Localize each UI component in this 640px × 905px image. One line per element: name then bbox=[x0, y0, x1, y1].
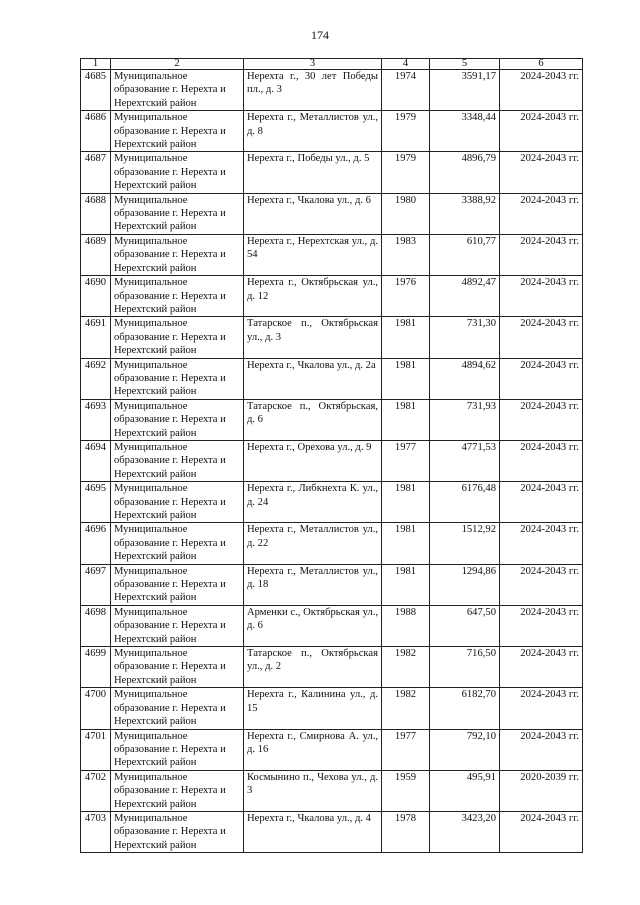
column-header: 1 bbox=[81, 59, 111, 70]
row-number: 4701 bbox=[81, 729, 111, 770]
area-cell: 4894,62 bbox=[430, 358, 500, 399]
owner-cell: Муниципальное образование г. Нерехта и Нерехтский район bbox=[111, 440, 244, 481]
owner-cell: Муниципальное образование г. Нерехта и Нерехтский район bbox=[111, 729, 244, 770]
row-number: 4699 bbox=[81, 647, 111, 688]
period-cell: 2024-2043 гг. bbox=[500, 358, 583, 399]
table-body bbox=[81, 70, 583, 853]
row-number: 4700 bbox=[81, 688, 111, 729]
row-number: 4692 bbox=[81, 358, 111, 399]
year-cell: 1976 bbox=[382, 276, 430, 317]
owner-cell: Муниципальное образование г. Нерехта и Нерехтский район bbox=[111, 811, 244, 852]
row-number: 4685 bbox=[81, 70, 111, 111]
period-cell: 2024-2043 гг. bbox=[500, 647, 583, 688]
column-header: 5 bbox=[430, 59, 500, 70]
address-cell: Татарское п., Октябрьская ул., д. 2 bbox=[244, 647, 382, 688]
row-number: 4703 bbox=[81, 811, 111, 852]
period-cell: 2024-2043 гг. bbox=[500, 234, 583, 275]
owner-cell: Муниципальное образование г. Нерехта и Нерехтский район bbox=[111, 317, 244, 358]
table-row bbox=[81, 564, 583, 605]
table-row bbox=[81, 647, 583, 688]
area-cell: 3388,92 bbox=[430, 193, 500, 234]
year-cell: 1981 bbox=[382, 523, 430, 564]
period-cell: 2024-2043 гг. bbox=[500, 729, 583, 770]
row-number: 4698 bbox=[81, 605, 111, 646]
period-cell: 2024-2043 гг. bbox=[500, 811, 583, 852]
owner-cell: Муниципальное образование г. Нерехта и Нерехтский район bbox=[111, 482, 244, 523]
owner-cell: Муниципальное образование г. Нерехта и Нерехтский район bbox=[111, 152, 244, 193]
table-row bbox=[81, 688, 583, 729]
year-cell: 1980 bbox=[382, 193, 430, 234]
year-cell: 1981 bbox=[382, 358, 430, 399]
year-cell: 1977 bbox=[382, 729, 430, 770]
column-header-row bbox=[81, 59, 583, 70]
period-cell: 2024-2043 гг. bbox=[500, 523, 583, 564]
address-cell: Нерехта г., Металлистов ул., д. 18 bbox=[244, 564, 382, 605]
address-cell: Нерехта г., Калинина ул., д. 15 bbox=[244, 688, 382, 729]
period-cell: 2024-2043 гг. bbox=[500, 564, 583, 605]
year-cell: 1959 bbox=[382, 770, 430, 811]
year-cell: 1981 bbox=[382, 482, 430, 523]
year-cell: 1981 bbox=[382, 564, 430, 605]
column-header: 4 bbox=[382, 59, 430, 70]
table-row bbox=[81, 440, 583, 481]
table-row bbox=[81, 605, 583, 646]
registry-table bbox=[80, 58, 583, 853]
owner-cell: Муниципальное образование г. Нерехта и Нерехтский район bbox=[111, 564, 244, 605]
column-header: 6 bbox=[500, 59, 583, 70]
owner-cell: Муниципальное образование г. Нерехта и Нерехтский район bbox=[111, 688, 244, 729]
area-cell: 731,30 bbox=[430, 317, 500, 358]
row-number: 4690 bbox=[81, 276, 111, 317]
owner-cell: Муниципальное образование г. Нерехта и Нерехтский район bbox=[111, 234, 244, 275]
table-row bbox=[81, 111, 583, 152]
year-cell: 1981 bbox=[382, 399, 430, 440]
address-cell: Нерехта г., Нерехтская ул., д. 54 bbox=[244, 234, 382, 275]
address-cell: Нерехта г., Чкалова ул., д. 2а bbox=[244, 358, 382, 399]
period-cell: 2024-2043 гг. bbox=[500, 152, 583, 193]
area-cell: 1512,92 bbox=[430, 523, 500, 564]
area-cell: 3423,20 bbox=[430, 811, 500, 852]
address-cell: Татарское п., Октябрьская ул., д. 3 bbox=[244, 317, 382, 358]
area-cell: 495,91 bbox=[430, 770, 500, 811]
year-cell: 1988 bbox=[382, 605, 430, 646]
address-cell: Нерехта г., Либкнехта К. ул., д. 24 bbox=[244, 482, 382, 523]
table-row bbox=[81, 770, 583, 811]
table-row bbox=[81, 276, 583, 317]
area-cell: 610,77 bbox=[430, 234, 500, 275]
year-cell: 1981 bbox=[382, 317, 430, 358]
row-number: 4702 bbox=[81, 770, 111, 811]
table-row bbox=[81, 70, 583, 111]
address-cell: Нерехта г., Металлистов ул., д. 8 bbox=[244, 111, 382, 152]
row-number: 4694 bbox=[81, 440, 111, 481]
area-cell: 4771,53 bbox=[430, 440, 500, 481]
area-cell: 6176,48 bbox=[430, 482, 500, 523]
period-cell: 2020-2039 гг. bbox=[500, 770, 583, 811]
owner-cell: Муниципальное образование г. Нерехта и Нерехтский район bbox=[111, 193, 244, 234]
table-row bbox=[81, 729, 583, 770]
year-cell: 1974 bbox=[382, 70, 430, 111]
row-number: 4697 bbox=[81, 564, 111, 605]
row-number: 4695 bbox=[81, 482, 111, 523]
row-number: 4689 bbox=[81, 234, 111, 275]
owner-cell: Муниципальное образование г. Нерехта и Нерехтский район bbox=[111, 358, 244, 399]
table-row bbox=[81, 523, 583, 564]
year-cell: 1982 bbox=[382, 688, 430, 729]
table-row bbox=[81, 482, 583, 523]
area-cell: 647,50 bbox=[430, 605, 500, 646]
address-cell: Нерехта г., Смирнова А. ул., д. 16 bbox=[244, 729, 382, 770]
period-cell: 2024-2043 гг. bbox=[500, 399, 583, 440]
period-cell: 2024-2043 гг. bbox=[500, 317, 583, 358]
owner-cell: Муниципальное образование г. Нерехта и Нерехтский район bbox=[111, 399, 244, 440]
period-cell: 2024-2043 гг. bbox=[500, 482, 583, 523]
year-cell: 1977 bbox=[382, 440, 430, 481]
owner-cell: Муниципальное образование г. Нерехта и Нерехтский район bbox=[111, 770, 244, 811]
table-row bbox=[81, 193, 583, 234]
column-header: 3 bbox=[244, 59, 382, 70]
address-cell: Нерехта г., Октябрьская ул., д. 12 bbox=[244, 276, 382, 317]
period-cell: 2024-2043 гг. bbox=[500, 111, 583, 152]
address-cell: Нерехта г., Победы ул., д. 5 bbox=[244, 152, 382, 193]
table-row bbox=[81, 811, 583, 852]
owner-cell: Муниципальное образование г. Нерехта и Нерехтский район bbox=[111, 70, 244, 111]
area-cell: 4892,47 bbox=[430, 276, 500, 317]
table-row bbox=[81, 234, 583, 275]
period-cell: 2024-2043 гг. bbox=[500, 440, 583, 481]
row-number: 4688 bbox=[81, 193, 111, 234]
year-cell: 1982 bbox=[382, 647, 430, 688]
area-cell: 4896,79 bbox=[430, 152, 500, 193]
year-cell: 1983 bbox=[382, 234, 430, 275]
period-cell: 2024-2043 гг. bbox=[500, 193, 583, 234]
address-cell: Нерехта г., Орехова ул., д. 9 bbox=[244, 440, 382, 481]
address-cell: Нерехта г., Чкалова ул., д. 4 bbox=[244, 811, 382, 852]
year-cell: 1979 bbox=[382, 152, 430, 193]
period-cell: 2024-2043 гг. bbox=[500, 688, 583, 729]
area-cell: 3348,44 bbox=[430, 111, 500, 152]
period-cell: 2024-2043 гг. bbox=[500, 70, 583, 111]
address-cell: Нерехта г., Чкалова ул., д. 6 bbox=[244, 193, 382, 234]
year-cell: 1979 bbox=[382, 111, 430, 152]
period-cell: 2024-2043 гг. bbox=[500, 276, 583, 317]
column-header: 2 bbox=[111, 59, 244, 70]
owner-cell: Муниципальное образование г. Нерехта и Нерехтский район bbox=[111, 276, 244, 317]
owner-cell: Муниципальное образование г. Нерехта и Нерехтский район bbox=[111, 647, 244, 688]
owner-cell: Муниципальное образование г. Нерехта и Нерехтский район bbox=[111, 111, 244, 152]
table-row bbox=[81, 399, 583, 440]
address-cell: Татарское п., Октябрьская, д. 6 bbox=[244, 399, 382, 440]
page-number: 174 bbox=[311, 28, 329, 42]
area-cell: 1294,86 bbox=[430, 564, 500, 605]
row-number: 4693 bbox=[81, 399, 111, 440]
row-number: 4687 bbox=[81, 152, 111, 193]
area-cell: 3591,17 bbox=[430, 70, 500, 111]
area-cell: 716,50 bbox=[430, 647, 500, 688]
row-number: 4696 bbox=[81, 523, 111, 564]
address-cell: Нерехта г., 30 лет Победы пл., д. 3 bbox=[244, 70, 382, 111]
table-row bbox=[81, 152, 583, 193]
address-cell: Нерехта г., Металлистов ул., д. 22 bbox=[244, 523, 382, 564]
address-cell: Космынино п., Чехова ул., д. 3 bbox=[244, 770, 382, 811]
table-row bbox=[81, 358, 583, 399]
row-number: 4686 bbox=[81, 111, 111, 152]
area-cell: 792,10 bbox=[430, 729, 500, 770]
owner-cell: Муниципальное образование г. Нерехта и Нерехтский район bbox=[111, 605, 244, 646]
owner-cell: Муниципальное образование г. Нерехта и Нерехтский район bbox=[111, 523, 244, 564]
area-cell: 731,93 bbox=[430, 399, 500, 440]
row-number: 4691 bbox=[81, 317, 111, 358]
address-cell: Арменки с., Октябрьская ул., д. 6 bbox=[244, 605, 382, 646]
period-cell: 2024-2043 гг. bbox=[500, 605, 583, 646]
area-cell: 6182,70 bbox=[430, 688, 500, 729]
year-cell: 1978 bbox=[382, 811, 430, 852]
table-row bbox=[81, 317, 583, 358]
